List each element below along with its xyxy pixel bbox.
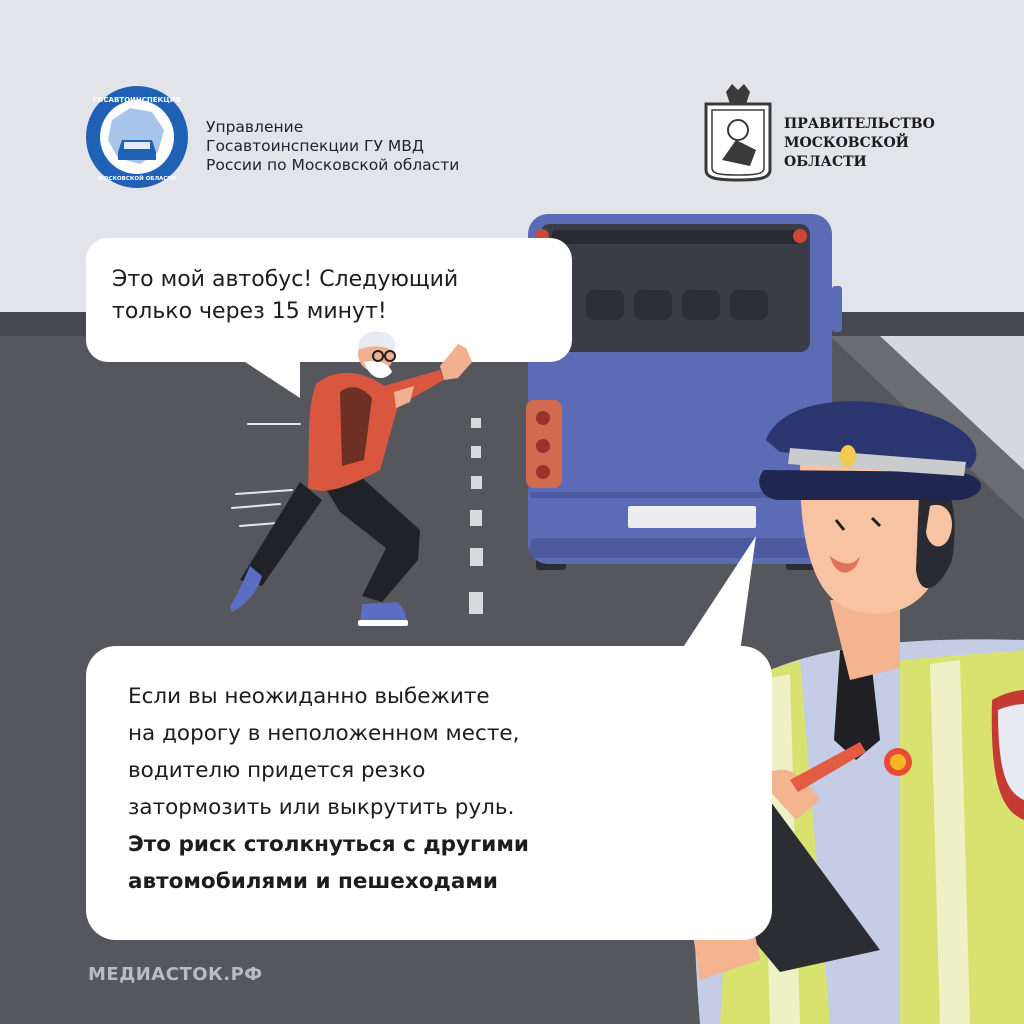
agency-name-line-3: России по Московской области	[206, 156, 460, 174]
mediastok-watermark: МЕДИАСТОК.РФ	[88, 964, 263, 985]
officer-warning-bold-line-2: автомобилями и пешеходами	[128, 869, 498, 894]
government-name	[784, 115, 935, 172]
bus	[526, 214, 842, 570]
officer-warning-line-2: на дорогу в неположенном месте,	[128, 721, 520, 746]
pedestrian-quote-line-2: только через 15 минут!	[112, 299, 387, 324]
emblem-ring-text-bottom: МОСКОВСКОЙ ОБЛАСТИ	[98, 176, 176, 182]
officer-warning	[128, 678, 529, 900]
government-name-line-3: ОБЛАСТИ	[784, 154, 867, 170]
officer-warning-line-3: водителю придется резко	[128, 758, 426, 783]
gosavtoinspektsiya-emblem	[86, 86, 188, 188]
officer-warning-line-4: затормозить или выкрутить руль.	[128, 795, 515, 820]
emblem-ring-text-top: ГОСАВТОИНСПЕКЦИЯ	[93, 96, 181, 104]
agency-name-line-1: Управление	[206, 118, 304, 136]
officer-warning-bold-line-1: Это риск столкнуться с другими	[128, 832, 529, 857]
agency-name	[206, 118, 459, 175]
government-name-line-1: ПРАВИТЕЛЬСТВО	[784, 116, 935, 132]
pedestrian-quote-line-1: Это мой автобус! Следующий	[112, 267, 459, 292]
agency-name-line-2: Госавтоинспекции ГУ МВД	[206, 137, 424, 155]
pedestrian-quote	[112, 264, 458, 328]
government-name-line-2: МОСКОВСКОЙ	[784, 135, 909, 151]
officer-warning-line-1: Если вы неожиданно выбежите	[128, 684, 490, 709]
